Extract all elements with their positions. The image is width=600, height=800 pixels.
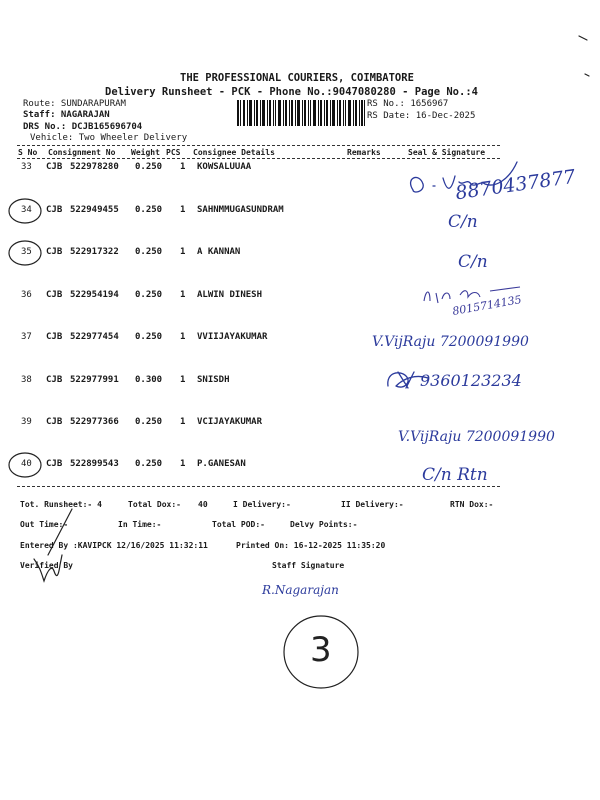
row-sno: 36: [21, 290, 32, 300]
total-pod: Total POD:-: [212, 520, 265, 529]
col-remarks: Remarks: [347, 148, 381, 157]
circled-count: 3: [310, 630, 332, 670]
total-dox-value: 40: [198, 500, 208, 509]
handwritten-mark-35: C/n: [458, 252, 488, 272]
i-delivery: I Delivery:-: [233, 500, 291, 509]
row-sno: 33: [21, 162, 32, 172]
row-consignee: A KANNAN: [197, 247, 241, 257]
barcode: [237, 100, 365, 126]
verified-by: Verified By: [20, 561, 73, 570]
col-consignment: Consignment No: [48, 148, 116, 157]
vehicle: Vehicle: Two Wheeler Delivery: [30, 133, 188, 143]
row-consignment: 522949455: [70, 205, 119, 215]
printed-on: Printed On: 16-12-2025 11:35:20: [236, 541, 386, 550]
in-time: In Time:-: [118, 520, 162, 529]
row-consignee: SAHNMMUGASUNDRAM: [197, 205, 284, 215]
row-weight: 0.250: [135, 332, 163, 342]
row-consignment: 522978280: [70, 162, 119, 172]
row-prefix: CJB: [46, 162, 63, 172]
row-pcs: 1: [180, 459, 186, 469]
entered-by: Entered By :KAVIPCK 12/16/2025 11:32:11: [20, 541, 208, 550]
handwritten-signature-37: V.VijRaju 7200091990: [372, 334, 529, 350]
row-pcs: 1: [180, 290, 186, 300]
row-consignee: SNISDH: [197, 375, 230, 385]
out-time: Out Time:-: [20, 520, 69, 529]
footer-rule: [17, 486, 500, 487]
row-sno: 37: [21, 332, 32, 342]
total-dox-label: Total Dox:-: [128, 500, 181, 509]
row-consignee: ALWIN DINESH: [197, 290, 263, 300]
row-weight: 0.250: [135, 162, 163, 172]
row-prefix: CJB: [46, 205, 63, 215]
row-weight: 0.250: [135, 290, 163, 300]
row-consignment: 522977454: [70, 332, 119, 342]
row-consignment: 522899543: [70, 459, 119, 469]
rs-number: RS No.: 1656967: [367, 99, 449, 109]
row-consignment: 522917322: [70, 247, 119, 257]
row-consignee: VVIIJAYAKUMAR: [197, 332, 268, 342]
ii-delivery: II Delivery:-: [341, 500, 404, 509]
rtn-dox: RTN Dox:-: [450, 500, 494, 509]
row-prefix: CJB: [46, 247, 63, 257]
header-rule-bottom: [17, 158, 500, 159]
row-prefix: CJB: [46, 332, 63, 342]
staff-signature-label: Staff Signature: [272, 561, 345, 570]
row-sno: 39: [21, 417, 32, 427]
row-pcs: 1: [180, 205, 186, 215]
col-pcs: PCS: [166, 148, 181, 157]
rs-date: RS Date: 16-Dec-2025: [367, 111, 476, 121]
row-weight: 0.300: [135, 375, 163, 385]
row-consignment: 522977991: [70, 375, 119, 385]
row-prefix: CJB: [46, 375, 63, 385]
drs-number: DRS No.: DCJB165696704: [23, 122, 143, 132]
handwritten-phone-38: 9360123234: [420, 371, 522, 390]
delvy-points: Delvy Points:-: [290, 520, 358, 529]
runsheet-title: Delivery Runsheet - PCK - Phone No.:9047080280 - Page No.:4: [105, 86, 478, 98]
stray-mark: [575, 28, 595, 88]
header-rule-top: [17, 145, 500, 146]
route: Route: SUNDARAPURAM: [23, 99, 126, 109]
handwritten-phone-36: 8015714135: [451, 293, 523, 318]
staff-handwritten-signature: R.Nagarajan: [262, 583, 339, 597]
col-sno: S No: [18, 148, 38, 157]
company-name: THE PROFESSIONAL COURIERS, COIMBATORE: [180, 72, 414, 84]
row-pcs: 1: [180, 162, 186, 172]
row-prefix: CJB: [46, 459, 63, 469]
row-pcs: 1: [180, 417, 186, 427]
handwritten-phone-33: 8870437877: [454, 165, 577, 205]
row-sno: 34: [21, 205, 32, 215]
row-pcs: 1: [180, 375, 186, 385]
tot-runsheet: Tot. Runsheet:- 4: [20, 500, 102, 509]
row-weight: 0.250: [135, 417, 163, 427]
row-weight: 0.250: [135, 459, 163, 469]
row-pcs: 1: [180, 332, 186, 342]
row-consignee: KOWSALUUAA: [197, 162, 252, 172]
col-seal: Seal & Signature: [408, 148, 486, 157]
row-weight: 0.250: [135, 205, 163, 215]
row-consignment: 522977366: [70, 417, 119, 427]
col-consignee: Consignee Details: [193, 148, 275, 157]
handwritten-mark-40: C/n Rtn: [422, 465, 488, 485]
row-consignee: P.GANESAN: [197, 459, 246, 469]
row-consignee: VCIJAYAKUMAR: [197, 417, 263, 427]
staff-name: Staff: NAGARAJAN: [23, 110, 110, 120]
handwritten-mark-34: C/n: [448, 212, 478, 232]
row-prefix: CJB: [46, 290, 63, 300]
row-prefix: CJB: [46, 417, 63, 427]
row-sno: 35: [21, 247, 32, 257]
row-consignment: 522954194: [70, 290, 119, 300]
handwritten-signature-39: V.VijRaju 7200091990: [398, 429, 555, 445]
row-pcs: 1: [180, 247, 186, 257]
row-sno: 40: [21, 459, 32, 469]
col-weight: Weight: [131, 148, 160, 157]
row-weight: 0.250: [135, 247, 163, 257]
row-sno: 38: [21, 375, 32, 385]
